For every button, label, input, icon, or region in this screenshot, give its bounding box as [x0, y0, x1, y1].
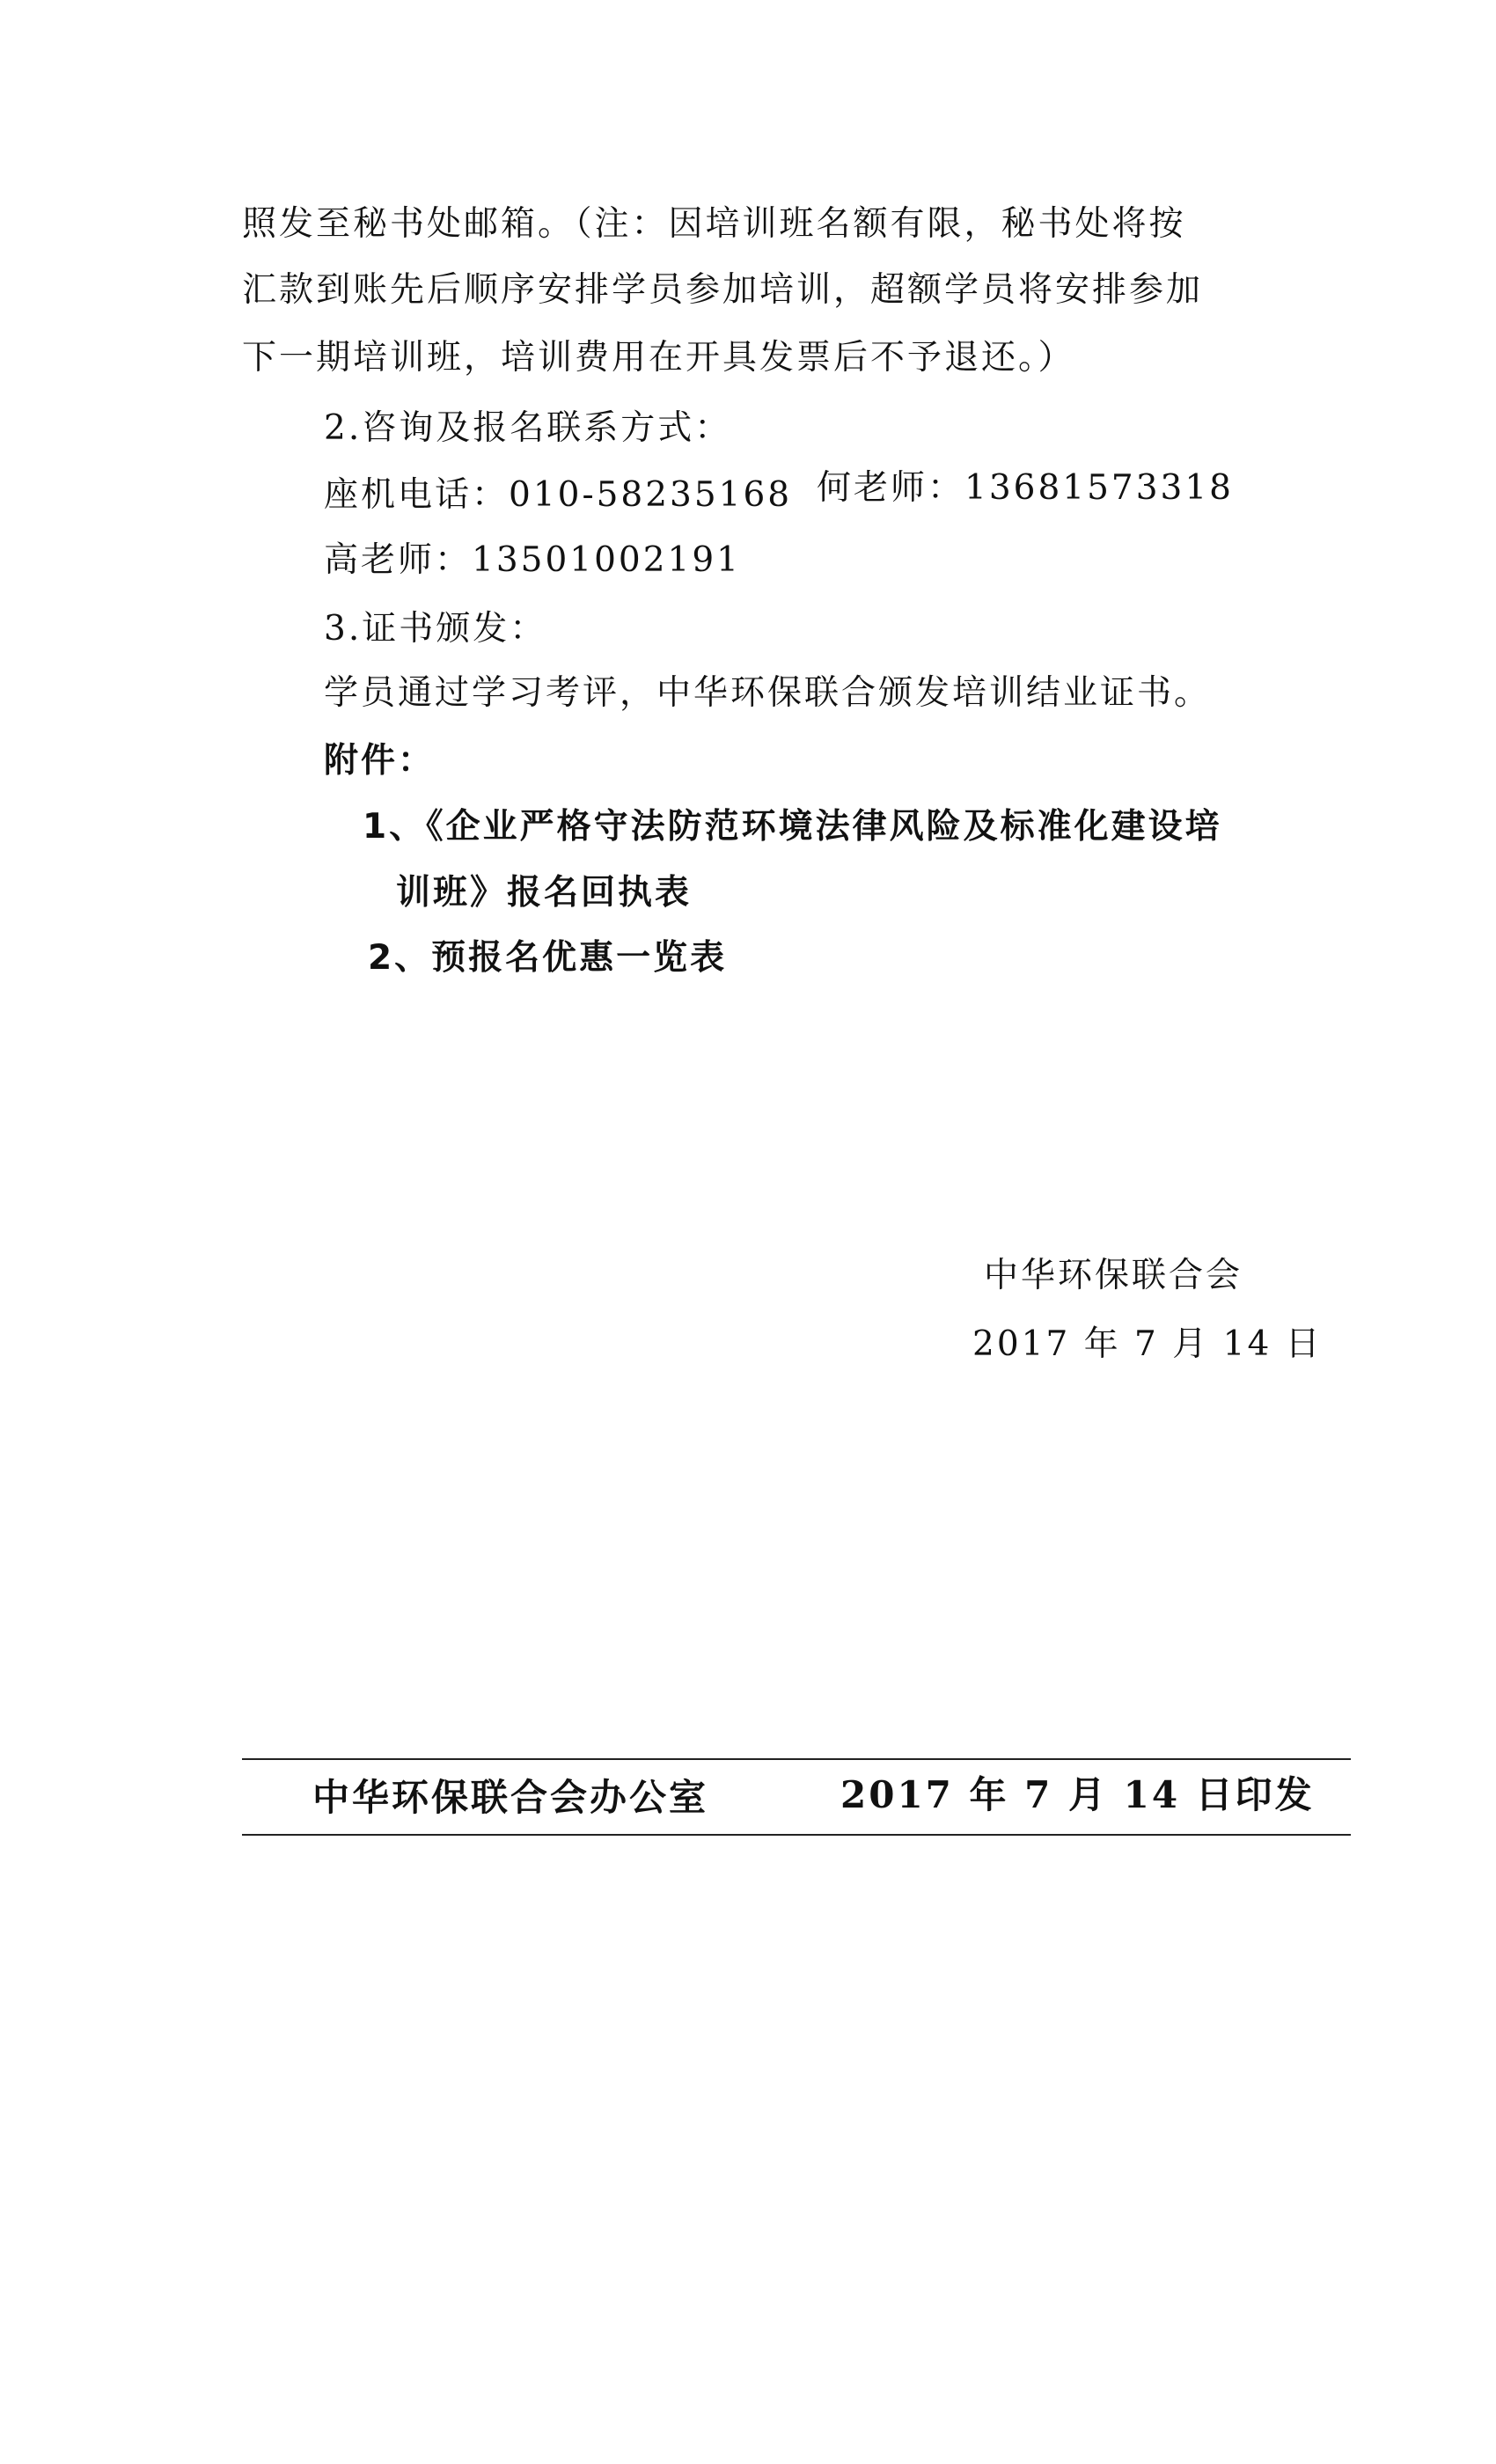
footer-top-rule: [242, 1758, 1351, 1760]
footer-office: 中华环保联合会办公室: [312, 1776, 709, 1819]
attachment-1-line-2: 训班》报名回执表: [396, 873, 693, 913]
certificate-text: 学员通过学习考评，中华环保联合颁发培训结业证书。: [324, 673, 1212, 713]
signature-date: 2017 年 7 月 14 日: [972, 1324, 1323, 1364]
attachment-1-line-1: 1、《企业严格守法防范环境法律风险及标准化建设培: [363, 807, 1222, 847]
footer-bottom-rule: [242, 1834, 1351, 1836]
paragraph-line-2: 汇款到账先后顺序安排学员参加培训，超额学员将安排参加: [242, 270, 1204, 310]
certificate-heading: 3.证书颁发：: [324, 609, 547, 649]
paragraph-line-1: 照发至秘书处邮箱。（注：因培训班名额有限，秘书处将按: [242, 204, 1186, 244]
paragraph-line-3: 下一期培训班，培训费用在开具发票后不予退还。）: [242, 338, 1075, 378]
contact-heading: 2.咨询及报名联系方式：: [324, 408, 732, 448]
footer-issue-date: 2017 年 7 月 14 日印发: [840, 1773, 1315, 1816]
attachment-2: 2、预报名优惠一览表: [368, 938, 728, 978]
signature-organization: 中华环保联合会: [984, 1256, 1243, 1295]
phone-gao: 高老师：13501002191: [324, 540, 741, 580]
attachments-heading: 附件：: [324, 741, 436, 781]
phone-landline: 座机电话：010-58235168: [324, 475, 793, 515]
phone-he: 何老师：13681573318: [817, 468, 1234, 508]
